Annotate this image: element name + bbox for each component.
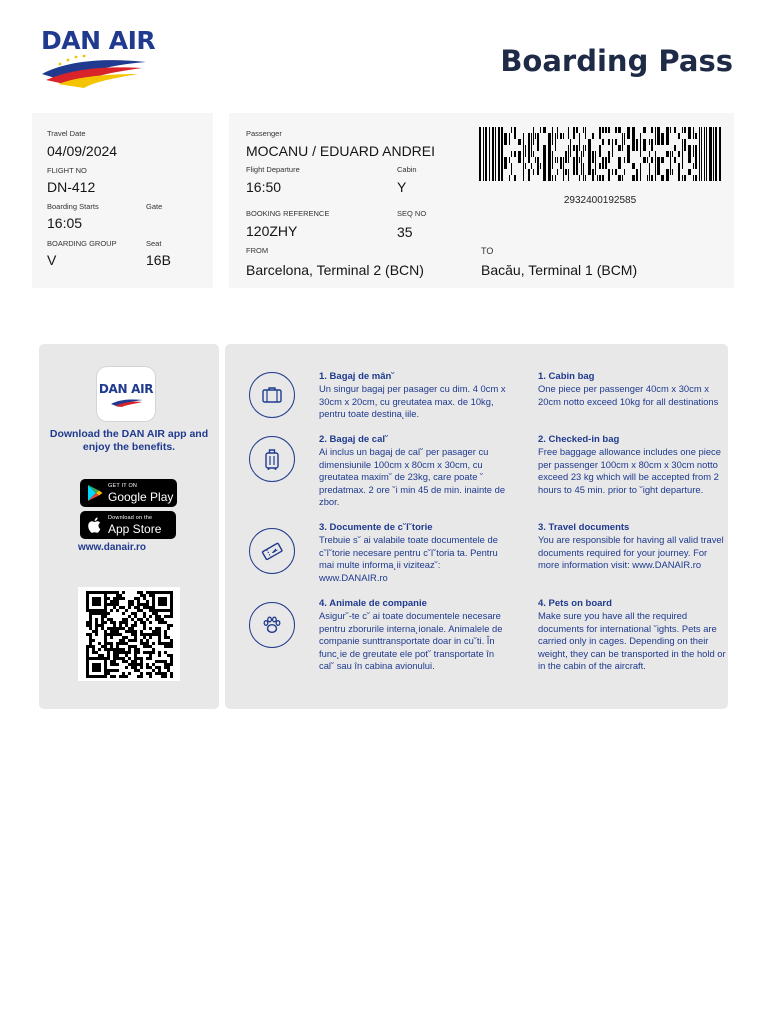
travel-date-value: 04/09/2024 (47, 143, 118, 159)
logo-swoosh-icon (38, 54, 150, 88)
page-title: Boarding Pass (500, 44, 733, 78)
section-en-checked-bag (538, 434, 728, 496)
google-play-button[interactable] (80, 479, 177, 507)
section-body: Un singur bagaj per pasager cu dim. 4 0cm x 30cm x 20cm, cu greutatea max. de 10kg, pentru toate destina˛iile. (319, 383, 506, 420)
dan-air-logo (38, 26, 156, 88)
section-ro-pets (319, 598, 509, 673)
seq-no-value: 35 (397, 224, 413, 240)
paw-icon (249, 602, 295, 648)
section-en-travel-documents (538, 522, 728, 572)
section-title: 2. Checked-in bag (538, 434, 620, 445)
section-body: Trebuie s˘ ai valabile toate documentele de c˘l˘torie necesare pentru c˘l˘toria ta. Pentru mai multe informa˛ii viziteaz˘: www.DANAIR.ro (319, 534, 498, 583)
section-body: Ai inclus un bagaj de cal˘ per pasager cu dimensiunile 100cm x 80cm x 30cm, cu greutatea maxim˘ de 23kg, care poate ˘ predatmax. 2 ore ˘i min 45 de min. inainte de zbor. (319, 446, 506, 508)
google-play-small-text: GET IT ON (108, 483, 138, 489)
section-ro-cabin-bag (319, 371, 509, 421)
app-store-button[interactable] (80, 511, 176, 539)
luggage-icon (249, 436, 295, 482)
ticket-icon (249, 528, 295, 574)
gate-label: Gate (146, 202, 163, 211)
passenger-card (229, 113, 734, 288)
to-label: TO (481, 246, 494, 256)
app-download-panel (39, 344, 219, 709)
boarding-starts-value: 16:05 (47, 215, 83, 231)
section-title: 4. Pets on board (538, 598, 612, 609)
cabin-value: Y (397, 179, 407, 195)
booking-reference-label: BOOKING REFERENCE (246, 209, 330, 218)
flight-no-label: FLIGHT NO (47, 166, 87, 175)
flight-summary-card (32, 113, 213, 288)
travel-info-panel (225, 344, 728, 709)
section-body: Make sure you have all the required documents for international ˘ights. Pets are carried only in cages. Depending on their weight, they can be transported in the hold or in the cabin of the aircraft. (538, 610, 726, 672)
google-play-text: Google Play (108, 490, 174, 504)
section-ro-travel-documents (319, 522, 509, 584)
seat-label: Seat (146, 239, 162, 248)
section-en-cabin-bag (538, 371, 728, 408)
section-body: Free baggage allowance includes one piece per passenger 100cm x 80cm x 30cm notto exceed 23 kg which will be accepted from 2 hours to 45 min. prior to ˘ight departure. (538, 446, 721, 495)
qr-code (78, 587, 180, 681)
app-icon-swoosh-icon (110, 398, 144, 407)
section-title: 3. Documente de c˘l˘torie (319, 522, 433, 533)
app-icon (97, 367, 155, 421)
to-value: Bacău, Terminal 1 (BCM) (481, 262, 638, 278)
barcode-number: 2932400192585 (563, 195, 637, 206)
section-ro-checked-bag (319, 434, 509, 509)
travel-date-label: Travel Date (47, 129, 86, 138)
flight-departure-label: Flight Departure (246, 165, 300, 174)
from-value: Barcelona, Terminal 2 (BCN) (246, 262, 424, 278)
section-body: One piece per passenger 40cm x 30cm x 20cm notto exceed 10kg for all destinations (538, 383, 719, 407)
flight-no-value: DN-412 (47, 179, 96, 195)
boarding-group-value: V (47, 252, 57, 268)
apple-icon (86, 516, 104, 534)
booking-reference-value: 120ZHY (246, 223, 298, 239)
passenger-name: MOCANU / EDUARD ANDREI (246, 143, 436, 159)
section-title: 1. Bagaj de mân˘ (319, 371, 395, 382)
section-en-pets (538, 598, 728, 673)
boarding-group-label: BOARDING GROUP (47, 239, 117, 248)
app-store-text: App Store (108, 522, 162, 536)
cabin-label: Cabin (397, 165, 417, 174)
app-store-small-text: Download on the (108, 515, 153, 521)
seq-no-label: SEQ NO (397, 209, 427, 218)
google-play-icon (86, 484, 104, 502)
flight-departure-value: 16:50 (246, 179, 282, 195)
section-body: Asigur˘-te c˘ ai toate documentele necesare pentru zborurile interna˛ionale. Animalele de companie sunttransportate doar in cu˘ti. În func˛ie de greutate ele pot˘ transportate în cal˘ sau în cabina avionului. (319, 610, 503, 672)
passenger-label: Passenger (246, 129, 282, 138)
seat-value: 16B (146, 252, 171, 268)
boarding-starts-label: Boarding Starts (47, 202, 99, 211)
section-body: You are responsible for having all valid travel documents required for your journey. For more information visit: www.DANAIR.ro (538, 534, 724, 571)
section-title: 3. Travel documents (538, 522, 630, 533)
suitcase-icon (249, 372, 295, 418)
app-icon-text: DAN AIR (98, 382, 154, 396)
section-title: 4. Animale de companie (319, 598, 427, 609)
from-label: FROM (246, 246, 269, 255)
app-promo-text: Download the DAN AIR app and enjoy the benefits. (49, 428, 209, 453)
website-link[interactable]: www.danair.ro (78, 542, 146, 553)
barcode (479, 127, 721, 181)
section-title: 1. Cabin bag (538, 371, 595, 382)
logo-text: DAN AIR (41, 26, 156, 55)
section-title: 2. Bagaj de cal˘ (319, 434, 389, 445)
